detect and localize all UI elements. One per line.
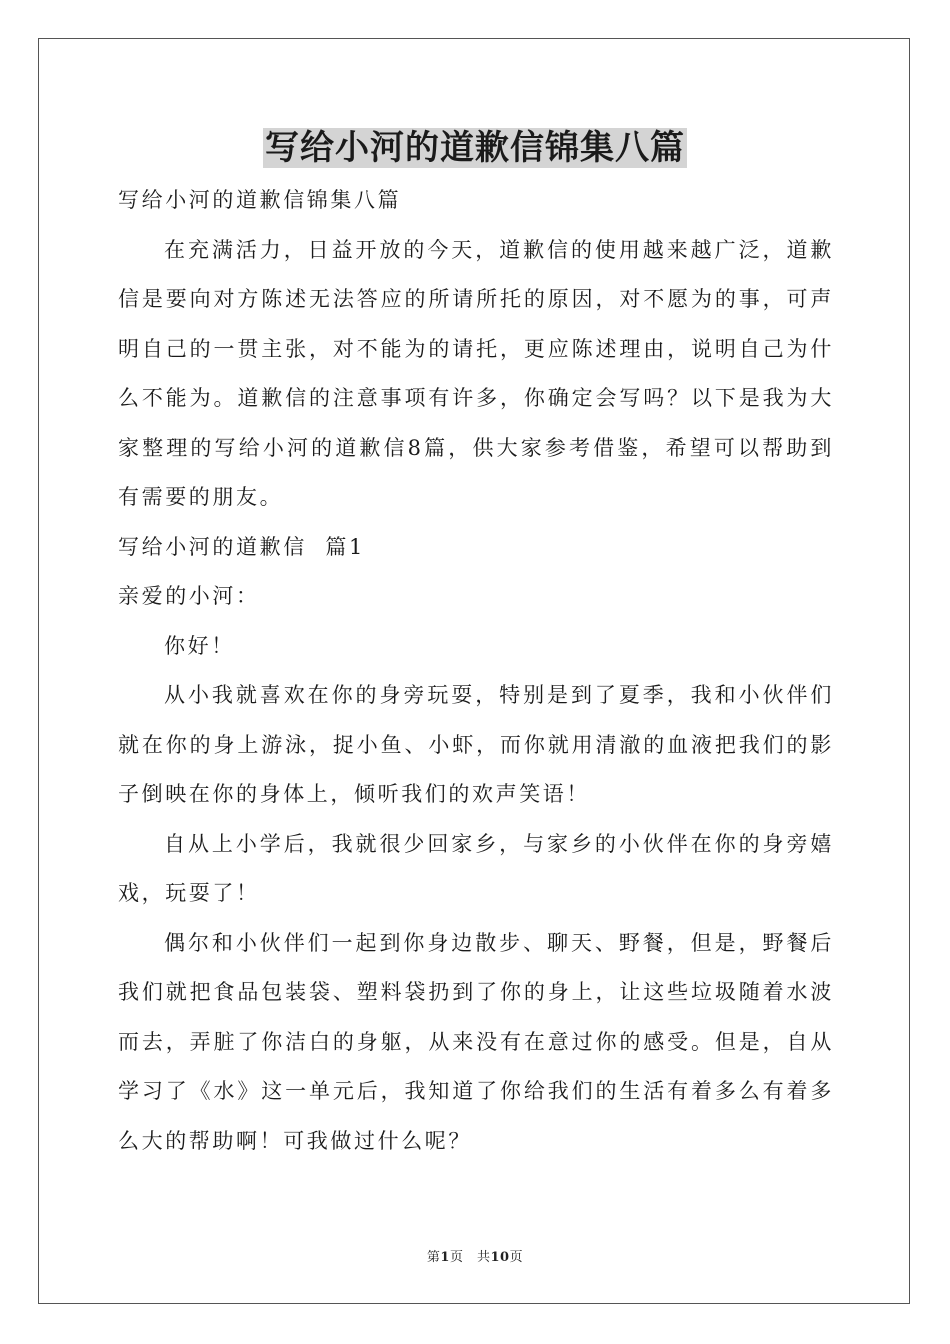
- page-current: 1: [440, 1250, 450, 1265]
- intro-paragraph: 在充满活力，日益开放的今天，道歉信的使用越来越广泛，道歉信是要向对方陈述无法答应的所请所托的原因，对不愿为的事，可声明自己的一贯主张，对不能为的请托，更应陈述理由，说明自己为什么不能为。道歉信的注意事项有许多，你确定会写吗？以下是我为大家整理的写给小河的道歉信8篇，供大家参考借鉴，希望可以帮助到有需要的朋友。: [118, 237, 834, 509]
- document-title: [0, 123, 950, 173]
- page-prefix: 第: [426, 1250, 441, 1265]
- document-subtitle: 写给小河的道歉信锦集八篇: [118, 188, 402, 212]
- body-paragraph-3: 偶尔和小伙伴们一起到你身边散步、聊天、野餐，但是，野餐后我们就把食品包装袋、塑料袋扔到了你的身上，让这些垃圾随着水波而去，弄脏了你洁白的身躯，从来没有在意过你的感受。但是，自从学习了《水》这一单元后，我知道了你给我们的生活有着多么有着多么大的帮助啊！可我做过什么呢？: [118, 930, 834, 1153]
- salutation: 亲爱的小河：: [118, 584, 260, 608]
- document-title-text: 写给小河的道歉信锦集八篇: [265, 128, 685, 168]
- page-total: 10: [490, 1250, 510, 1265]
- page-suffix: 页: [509, 1250, 524, 1265]
- page-mid: 页 共: [449, 1250, 491, 1265]
- body-paragraph-2: 自从上小学后，我就很少回家乡，与家乡的小伙伴在你的身旁嬉戏，玩耍了！: [118, 831, 834, 905]
- page-footer: [0, 1248, 950, 1268]
- body-paragraph-1: 从小我就喜欢在你的身旁玩耍，特别是到了夏季，我和小伙伴们就在你的身上游泳，捉小鱼、小虾，而你就用清澈的血液把我们的影子倒映在你的身体上，倾听我们的欢声笑语！: [118, 683, 834, 806]
- greeting: 你好！: [164, 633, 235, 658]
- document-body: [118, 176, 834, 1166]
- section-heading: 写给小河的道歉信 篇1: [118, 534, 365, 559]
